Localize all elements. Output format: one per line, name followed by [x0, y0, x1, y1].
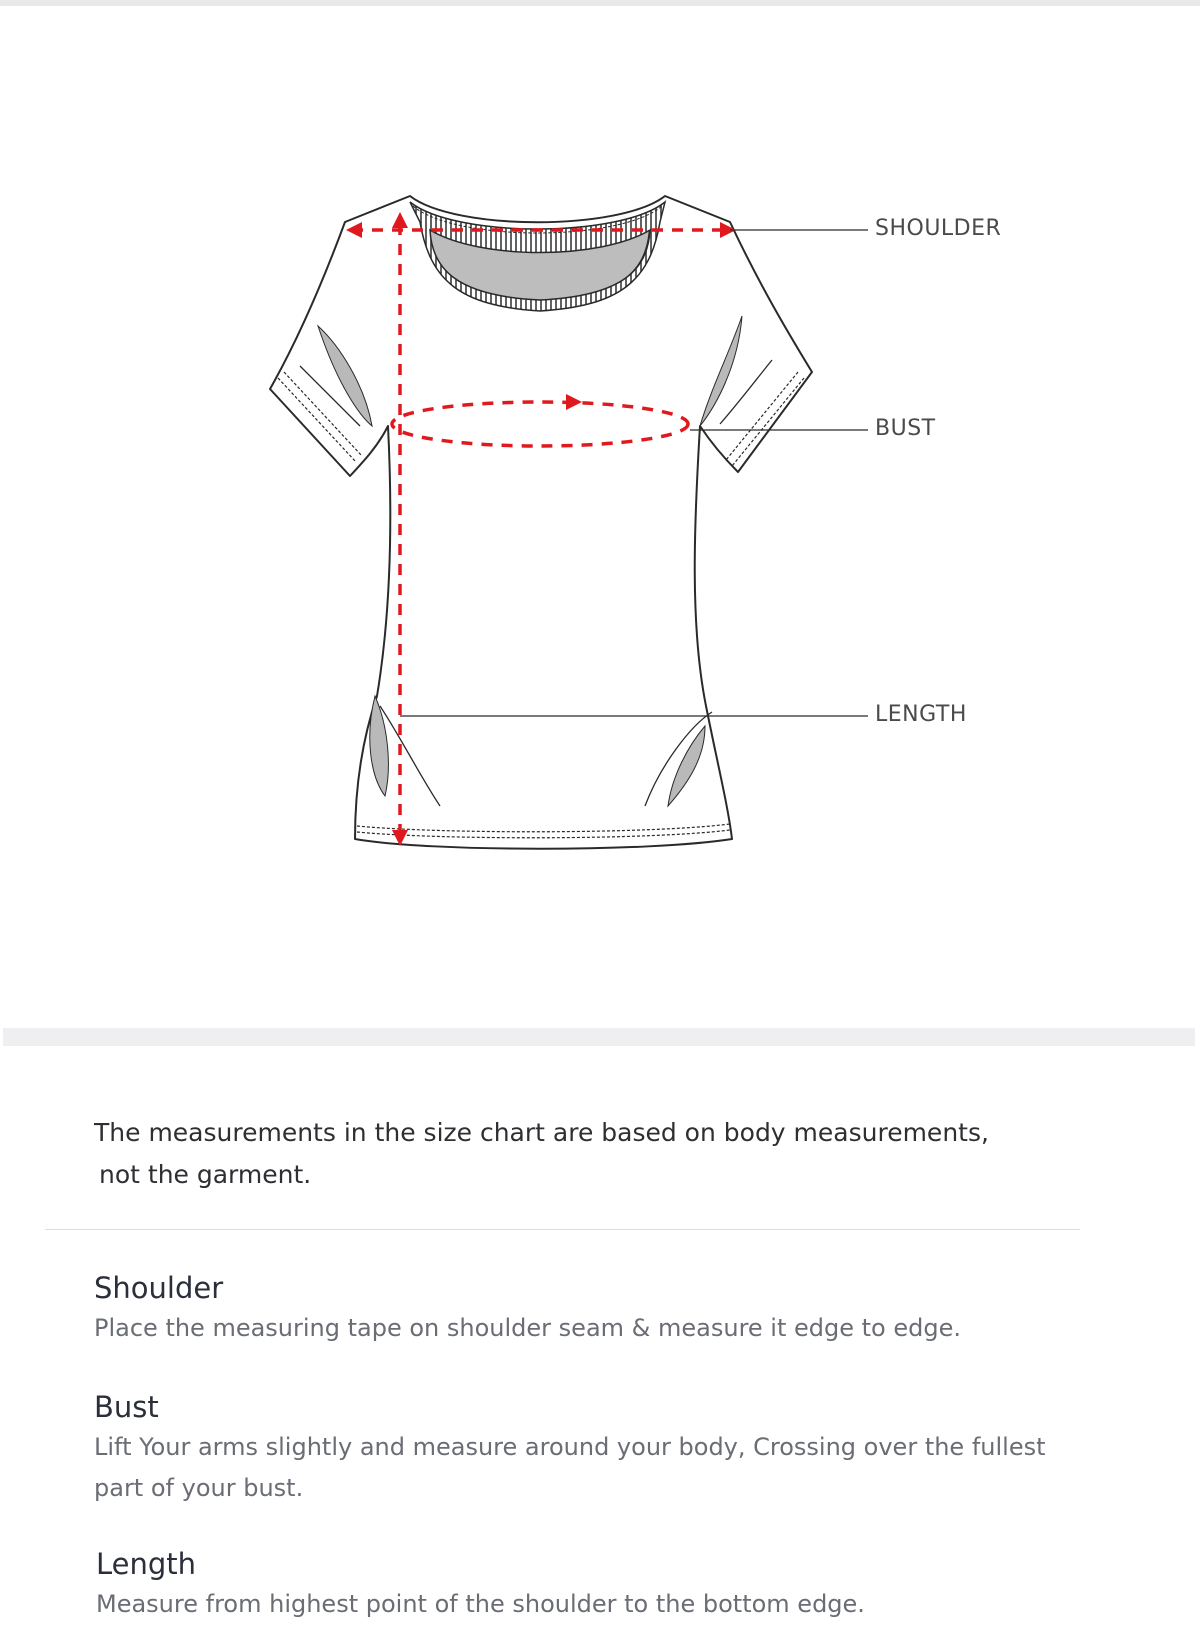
bust-section [94, 1389, 1094, 1509]
label-length: LENGTH [875, 702, 967, 727]
note-line-2: not the garment. [99, 1160, 312, 1189]
label-shoulder: SHOULDER [875, 216, 1002, 241]
label-bust: BUST [875, 416, 936, 441]
measurement-note [94, 1112, 994, 1196]
tshirt-illustration [0, 6, 1200, 1028]
length-description: Measure from highest point of the shoulder to the bottom edge. [96, 1590, 865, 1618]
section-divider [3, 1028, 1195, 1046]
shoulder-description: Place the measuring tape on shoulder seam & measure it edge to edge. [94, 1314, 961, 1342]
shoulder-title: Shoulder [94, 1271, 224, 1305]
length-title: Length [96, 1547, 197, 1581]
bust-title: Bust [94, 1390, 159, 1424]
shoulder-section [94, 1270, 1094, 1349]
bust-description: Lift Your arms slightly and measure around your body, Crossing over the fullest part of your bust. [94, 1433, 1046, 1502]
note-divider [45, 1229, 1080, 1230]
size-guide-diagram [0, 6, 1200, 1028]
note-line-1: The measurements in the size chart are based on body measurements, [94, 1118, 989, 1147]
length-section [96, 1546, 1096, 1625]
